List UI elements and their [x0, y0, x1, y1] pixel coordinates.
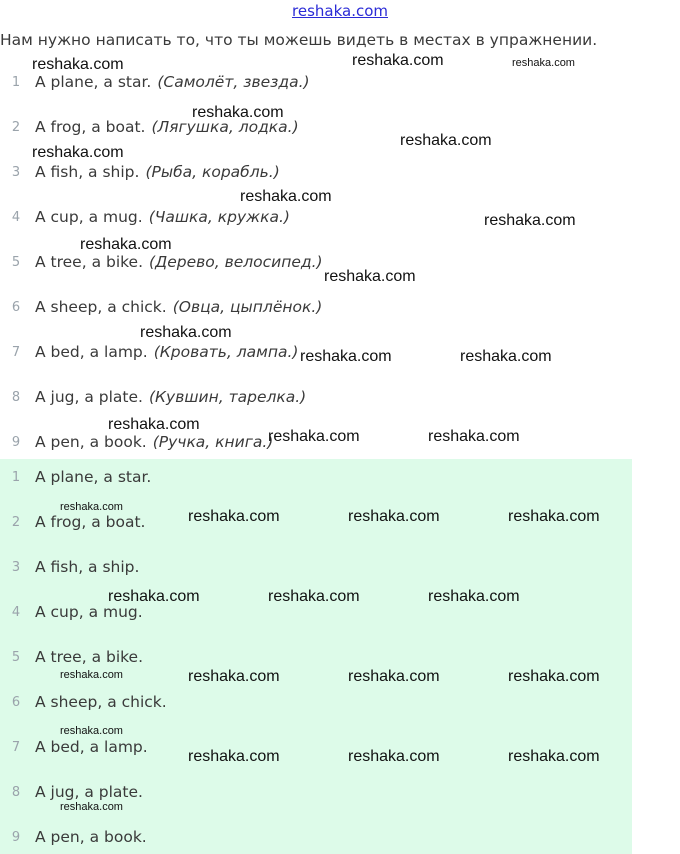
answer-item — [0, 466, 151, 488]
russian-translation: (Овца, цыплёнок.) — [172, 298, 323, 316]
answer-item — [0, 556, 139, 578]
watermark: reshaka.com — [60, 669, 123, 681]
russian-translation: (Ручка, книга.) — [152, 433, 274, 451]
item-number: 9 — [11, 434, 21, 450]
watermark: reshaka.com — [348, 508, 440, 525]
english-text: A plane, a star. — [35, 468, 152, 486]
watermark: reshaka.com — [188, 668, 280, 685]
english-text: A jug, a plate. — [35, 783, 143, 801]
russian-translation: (Кровать, лампа.) — [153, 343, 299, 361]
russian-translation: (Лягушка, лодка.) — [151, 118, 299, 136]
item-number: 1 — [11, 469, 21, 485]
russian-translation: (Самолёт, звезда.) — [157, 73, 310, 91]
watermark: reshaka.com — [268, 428, 360, 445]
list-item — [0, 341, 298, 363]
english-text: A sheep, a chick. — [35, 693, 167, 711]
item-number: 3 — [11, 559, 21, 575]
english-text: A pen, a book. — [35, 433, 147, 451]
russian-translation: (Дерево, велосипед.) — [149, 253, 323, 271]
english-text: A tree, a bike. — [35, 253, 144, 271]
answer-item — [0, 736, 148, 758]
item-number: 1 — [11, 74, 21, 90]
item-number: 3 — [11, 164, 21, 180]
answer-item — [0, 646, 143, 668]
english-text: A fish, a ship. — [35, 163, 140, 181]
answer-item — [0, 691, 167, 713]
english-text: A fish, a ship. — [35, 558, 140, 576]
watermark: reshaka.com — [60, 725, 123, 737]
item-number: 7 — [11, 739, 21, 755]
answer-item — [0, 826, 147, 848]
english-text: A frog, a boat. — [35, 513, 146, 531]
russian-translation: (Кувшин, тарелка.) — [148, 388, 307, 406]
answer-item — [0, 781, 143, 803]
watermark: reshaka.com — [400, 132, 492, 149]
watermark: reshaka.com — [352, 52, 444, 69]
watermark: reshaka.com — [32, 144, 124, 161]
russian-translation: (Чашка, кружка.) — [148, 208, 290, 226]
watermark: reshaka.com — [140, 324, 232, 341]
answer-item — [0, 511, 145, 533]
watermark: reshaka.com — [188, 748, 280, 765]
list-item — [0, 386, 306, 408]
english-text: A bed, a lamp. — [35, 738, 148, 756]
watermark: reshaka.com — [428, 428, 520, 445]
item-number: 8 — [11, 389, 21, 405]
watermark: reshaka.com — [508, 508, 600, 525]
instruction-text: Нам нужно написать то, что ты можешь видеть в местах в упражнении. — [0, 31, 598, 49]
watermark: reshaka.com — [508, 748, 600, 765]
watermark: reshaka.com — [192, 104, 284, 121]
watermark: reshaka.com — [512, 57, 575, 69]
item-number: 4 — [11, 604, 21, 620]
english-text: A sheep, a chick. — [35, 298, 167, 316]
site-link[interactable]: reshaka.com — [292, 2, 388, 20]
watermark: reshaka.com — [324, 268, 416, 285]
watermark: reshaka.com — [348, 748, 440, 765]
item-number: 6 — [11, 299, 21, 315]
list-item — [0, 71, 310, 93]
english-text: A bed, a lamp. — [35, 343, 148, 361]
watermark: reshaka.com — [240, 188, 332, 205]
english-text: A plane, a star. — [35, 73, 152, 91]
watermark: reshaka.com — [108, 416, 200, 433]
item-number: 4 — [11, 209, 21, 225]
item-number: 6 — [11, 694, 21, 710]
russian-translation: (Рыба, корабль.) — [145, 163, 280, 181]
english-text: A frog, a boat. — [35, 118, 146, 136]
english-text: A cup, a mug. — [35, 603, 143, 621]
english-text: A jug, a plate. — [35, 388, 143, 406]
watermark: reshaka.com — [32, 56, 124, 73]
list-item — [0, 206, 290, 228]
watermark: reshaka.com — [60, 501, 123, 513]
watermark: reshaka.com — [300, 348, 392, 365]
watermark: reshaka.com — [60, 801, 123, 813]
item-number: 2 — [11, 119, 21, 135]
item-number: 5 — [11, 649, 21, 665]
watermark: reshaka.com — [80, 236, 172, 253]
watermark: reshaka.com — [484, 212, 576, 229]
list-item — [0, 161, 280, 183]
watermark: reshaka.com — [508, 668, 600, 685]
item-number: 5 — [11, 254, 21, 270]
watermark: reshaka.com — [268, 588, 360, 605]
item-number: 9 — [11, 829, 21, 845]
english-text: A tree, a bike. — [35, 648, 144, 666]
watermark: reshaka.com — [108, 588, 200, 605]
watermark: reshaka.com — [460, 348, 552, 365]
list-item — [0, 251, 323, 273]
english-text: A cup, a mug. — [35, 208, 143, 226]
watermark: reshaka.com — [188, 508, 280, 525]
list-item — [0, 431, 273, 453]
watermark: reshaka.com — [348, 668, 440, 685]
watermark: reshaka.com — [428, 588, 520, 605]
item-number: 7 — [11, 344, 21, 360]
item-number: 2 — [11, 514, 21, 530]
english-text: A pen, a book. — [35, 828, 147, 846]
item-number: 8 — [11, 784, 21, 800]
list-item — [0, 296, 322, 318]
